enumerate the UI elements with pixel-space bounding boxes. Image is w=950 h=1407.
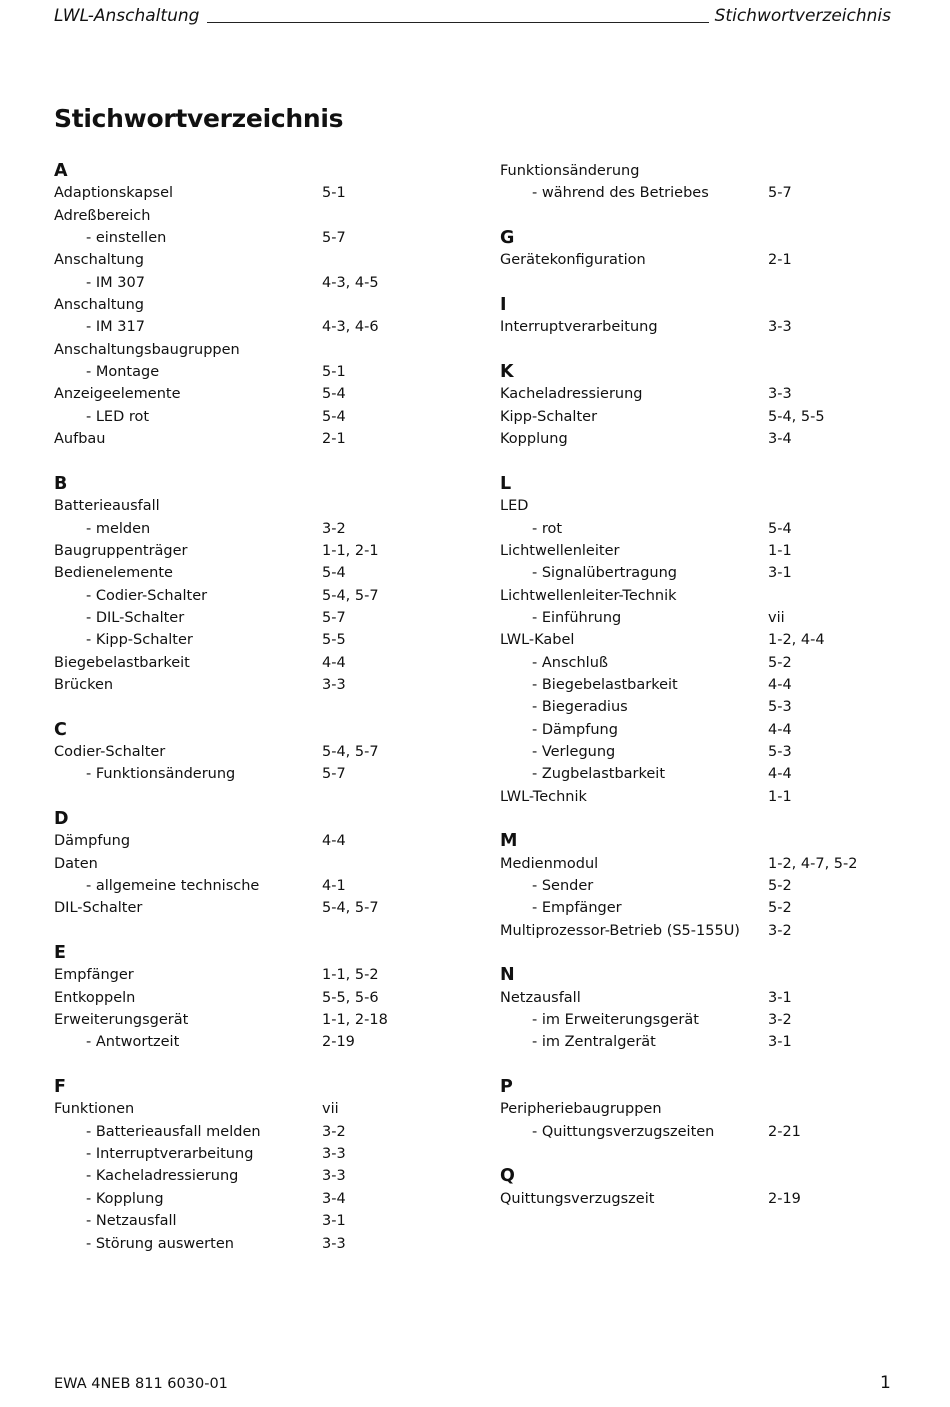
- index-page-ref: 2-21: [768, 1123, 801, 1140]
- letter-label: Q: [500, 1166, 515, 1187]
- index-page-ref: 5-7: [322, 766, 346, 783]
- index-page-ref: 4-4: [322, 654, 346, 671]
- index-term: Quittungsverzugszeit: [500, 1190, 655, 1207]
- index-term: Lichtwellenleiter: [500, 542, 620, 559]
- index-term: Entkoppeln: [54, 989, 136, 1006]
- index-page-ref: 5-3: [768, 743, 792, 760]
- index-term: Daten: [54, 855, 98, 872]
- index-term: Aufbau: [54, 431, 106, 448]
- letter-label: I: [500, 295, 507, 316]
- index-page-ref: 3-3: [768, 319, 792, 336]
- index-page-ref: 1-2, 4-4: [768, 632, 825, 649]
- index-page-ref: 3-1: [322, 1213, 346, 1230]
- index-page-ref: 3-4: [768, 431, 792, 448]
- index-term: DIL-Schalter: [54, 900, 143, 917]
- index-term: Empfänger: [54, 967, 134, 984]
- index-term: LWL-Kabel: [500, 632, 575, 649]
- index-page-ref: 4-4: [768, 721, 792, 738]
- letter-label: D: [54, 808, 69, 829]
- letter-label: K: [500, 362, 514, 383]
- index-page-ref: 3-1: [768, 989, 792, 1006]
- index-page-ref: 1-1, 5-2: [322, 967, 379, 984]
- index-term: Codier-Schalter: [54, 743, 166, 760]
- letter-label: N: [500, 965, 515, 986]
- page-header: [54, 2, 891, 26]
- index-page-ref: 5-4, 5-7: [322, 587, 379, 604]
- index-page-ref: 2-19: [768, 1190, 801, 1207]
- index-term: Medienmodul: [500, 855, 599, 872]
- index-term: Baugruppenträger: [54, 542, 188, 559]
- index-term: - Codier-Schalter: [86, 587, 208, 604]
- index-page-ref: vii: [322, 1101, 339, 1118]
- index-term: Adreßbereich: [54, 207, 151, 224]
- index-term: - IM 307: [86, 274, 145, 291]
- index-page-ref: 3-2: [768, 922, 792, 939]
- index-page-ref: 3-3: [322, 1146, 346, 1163]
- index-term: - allgemeine technische: [86, 878, 260, 894]
- index-term: Anschaltung: [54, 252, 145, 269]
- index-term: - Sender: [532, 878, 594, 894]
- index-page-ref: 3-2: [322, 520, 346, 537]
- letter-label: A: [54, 161, 68, 181]
- index-term: Anschaltung: [54, 297, 145, 314]
- index-term: - im Erweiterungsgerät: [532, 1012, 699, 1029]
- letter-label: C: [54, 719, 67, 740]
- page-title: Stichwortverzeichnis: [54, 104, 344, 133]
- index-page-ref: 5-2: [768, 878, 792, 894]
- index-term: Funktionsänderung: [500, 163, 640, 179]
- index-page-ref: 3-2: [322, 1123, 346, 1140]
- index-page-ref: vii: [768, 609, 785, 626]
- index-page-ref: 5-7: [768, 185, 792, 202]
- index-term: - Montage: [86, 364, 160, 381]
- header-left-title: LWL-Anschaltung: [54, 6, 200, 26]
- index-page-ref: 1-1: [768, 788, 792, 805]
- index-page-ref: 5-4: [322, 565, 346, 582]
- index-term: Brücken: [54, 676, 114, 693]
- index-term: - Biegebelastbarkeit: [532, 676, 678, 693]
- index-term: - Biegeradius: [532, 699, 628, 716]
- index-term: Dämpfung: [54, 833, 131, 850]
- index-page-ref: 5-5, 5-6: [322, 989, 379, 1006]
- index-page-ref: 4-1: [322, 878, 346, 894]
- index-term: Multiprozessor-Betrieb (S5-155U): [500, 922, 740, 939]
- index-page-ref: 5-3: [768, 699, 792, 716]
- index-page-ref: 5-4, 5-7: [322, 743, 379, 760]
- index-page-ref: 3-3: [322, 676, 346, 693]
- index-term: - Kipp-Schalter: [86, 632, 193, 649]
- index-term: - Einführung: [532, 609, 622, 626]
- index-term: Funktionen: [54, 1101, 135, 1118]
- index-page-ref: 5-2: [768, 900, 792, 917]
- index-page-ref: 1-1, 2-1: [322, 542, 379, 559]
- index-page-ref: 1-1, 2-18: [322, 1012, 388, 1029]
- index-term: - während des Betriebes: [532, 185, 709, 202]
- index-term: - Antwortzeit: [86, 1034, 180, 1051]
- index-page-ref: 3-1: [768, 565, 792, 582]
- index-term: LED: [500, 498, 529, 515]
- index-page-ref: 5-5: [322, 632, 346, 649]
- index-term: - melden: [86, 520, 151, 537]
- index-term: - rot: [532, 520, 563, 537]
- letter-label: F: [54, 1077, 66, 1098]
- index-page-ref: 5-7: [322, 609, 346, 626]
- index-term: - Empfänger: [532, 900, 622, 917]
- index-term: Interruptverarbeitung: [500, 319, 658, 336]
- index-term: - LED rot: [86, 408, 150, 425]
- index-page-ref: 1-1: [768, 542, 792, 559]
- index-term: Biegebelastbarkeit: [54, 654, 190, 671]
- index-term: Anschaltungsbaugruppen: [54, 341, 240, 358]
- index-term: - DIL-Schalter: [86, 609, 185, 626]
- index-page-ref: 5-4, 5-7: [322, 900, 379, 917]
- index-term: - Funktionsänderung: [86, 766, 236, 783]
- index-page-ref: 3-1: [768, 1034, 792, 1051]
- index-term: Bedienelemente: [54, 565, 173, 582]
- index-term: Adaptionskapsel: [54, 185, 174, 202]
- header-right-title: Stichwortverzeichnis: [714, 6, 891, 26]
- letter-label: M: [500, 831, 518, 852]
- index-term: Peripheriebaugruppen: [500, 1101, 662, 1118]
- index-term: Kipp-Schalter: [500, 408, 598, 425]
- index-term: - Signalübertragung: [532, 565, 677, 582]
- index-term: - Netzausfall: [86, 1213, 177, 1230]
- index-page-ref: 5-7: [322, 230, 346, 247]
- index-page-ref: 2-1: [322, 431, 346, 448]
- index-term: - Batterieausfall melden: [86, 1123, 261, 1140]
- letter-label: E: [54, 943, 66, 964]
- index-term: Anzeigeelemente: [54, 386, 181, 403]
- index-term: Gerätekonfiguration: [500, 252, 646, 269]
- index-page-ref: 3-4: [322, 1190, 346, 1207]
- letter-label: G: [500, 228, 515, 249]
- index-page-ref: 5-4: [322, 408, 346, 425]
- index-page-ref: 4-4: [768, 676, 792, 693]
- index-term: - Kacheladressierung: [86, 1168, 239, 1185]
- index-page-ref: 5-4: [768, 520, 792, 537]
- index-page-ref: 4-3, 4-5: [322, 274, 379, 291]
- index-term: Batterieausfall: [54, 498, 160, 515]
- index-term: Kacheladressierung: [500, 386, 643, 403]
- index-term: - im Zentralgerät: [532, 1034, 656, 1051]
- index-page-ref: 5-1: [322, 185, 346, 202]
- index-term: Kopplung: [500, 431, 568, 448]
- index-page-ref: 2-19: [322, 1034, 355, 1051]
- index-term: LWL-Technik: [500, 788, 587, 805]
- index-term: - IM 317: [86, 319, 145, 336]
- header-rule: [207, 22, 708, 23]
- letter-label: P: [500, 1077, 513, 1098]
- index-term: Netzausfall: [500, 989, 581, 1006]
- document-code: EWA 4NEB 811 6030-01: [54, 1376, 228, 1392]
- index-page-ref: 5-4: [322, 386, 346, 403]
- index-page-ref: 5-1: [322, 364, 346, 381]
- index-term: - Verlegung: [532, 743, 616, 760]
- index-term: - einstellen: [86, 230, 167, 247]
- index-term: - Zugbelastbarkeit: [532, 766, 666, 783]
- index-page-ref: 3-3: [322, 1235, 346, 1252]
- index-term: Lichtwellenleiter-Technik: [500, 587, 677, 604]
- index-page-ref: 5-2: [768, 654, 792, 671]
- index-page-ref: 5-4, 5-5: [768, 408, 825, 425]
- index-term: - Interruptverarbeitung: [86, 1146, 254, 1163]
- letter-label: L: [500, 473, 512, 494]
- index-page-ref: 4-4: [322, 833, 346, 850]
- index-term: - Kopplung: [86, 1190, 164, 1207]
- index-page-ref: 1-2, 4-7, 5-2: [768, 855, 858, 872]
- page-number: 1: [880, 1373, 891, 1393]
- index-page-ref: 3-3: [322, 1168, 346, 1185]
- index-term: Erweiterungsgerät: [54, 1012, 189, 1029]
- letter-label: B: [54, 473, 68, 494]
- index-term: - Quittungsverzugszeiten: [532, 1123, 715, 1140]
- index-term: - Anschluß: [532, 654, 609, 671]
- index-term: - Störung auswerten: [86, 1235, 234, 1252]
- index-term: - Dämpfung: [532, 721, 618, 738]
- index-page-ref: 3-3: [768, 386, 792, 403]
- index-page-ref: 4-4: [768, 766, 792, 783]
- index-page-ref: 2-1: [768, 252, 792, 269]
- index-page-ref: 3-2: [768, 1012, 792, 1029]
- index-page-ref: 4-3, 4-6: [322, 319, 379, 336]
